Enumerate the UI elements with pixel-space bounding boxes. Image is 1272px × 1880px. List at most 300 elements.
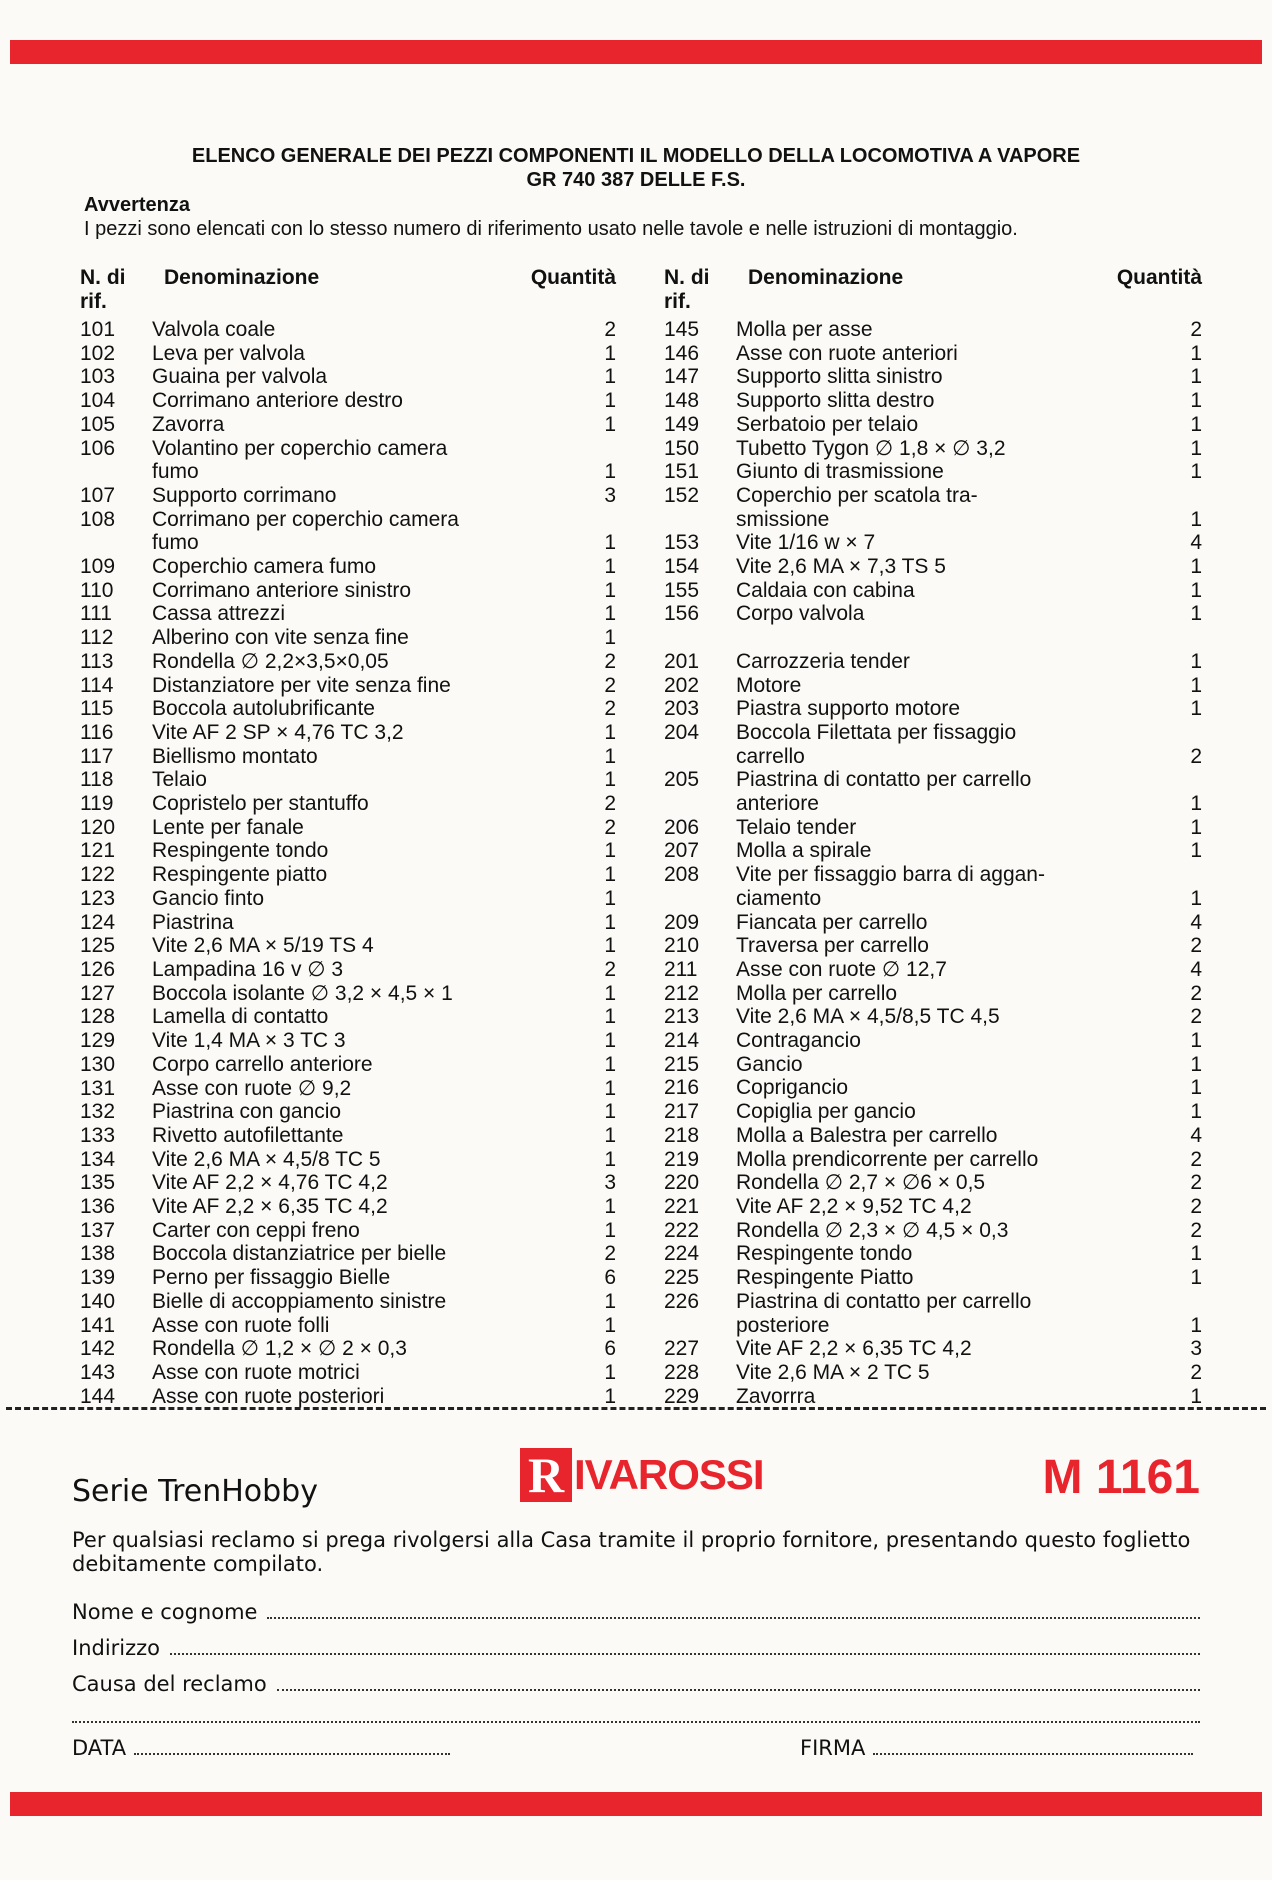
part-ref: 227	[664, 1337, 700, 1361]
table-row	[80, 721, 616, 745]
table-row	[664, 413, 1202, 437]
part-name: Vite 2,6 MA × 5/19 TS 4	[152, 934, 374, 958]
part-qty: 2	[1190, 1005, 1202, 1029]
part-qty: 1	[1190, 792, 1202, 816]
part-name: Piastrina con gancio	[152, 1100, 342, 1124]
part-ref: 204	[664, 720, 700, 744]
part-ref	[664, 1314, 736, 1338]
part-name: Asse con ruote ∅ 12,7	[736, 957, 947, 981]
part-ref: 149	[664, 412, 700, 436]
part-qty: 1	[1190, 1242, 1202, 1266]
part-qty: 1	[1190, 341, 1202, 365]
part-name: Asse con ruote motrici	[152, 1360, 360, 1384]
header-ref: N. di rif.	[80, 266, 126, 313]
part-name: Supporto slitta sinistro	[736, 365, 943, 389]
parts-table-left	[80, 266, 616, 1408]
part-qty: 1	[1190, 1029, 1202, 1053]
part-name: Corrimano anteriore destro	[152, 389, 403, 413]
reason-field[interactable]	[72, 1668, 1200, 1696]
part-qty: 1	[1190, 365, 1202, 389]
table-row	[80, 1053, 616, 1077]
part-qty: 2	[604, 1242, 616, 1266]
part-qty: 1	[604, 1005, 616, 1029]
part-qty: 1	[604, 1147, 616, 1171]
part-ref: 138	[80, 1242, 116, 1266]
part-qty: 2	[604, 649, 616, 673]
part-name: Perno per fissaggio Bielle	[152, 1266, 391, 1290]
part-ref: 213	[664, 1005, 700, 1029]
table-row	[664, 1100, 1202, 1124]
part-ref: 206	[664, 815, 700, 839]
part-name: Rivetto autofilettante	[152, 1123, 344, 1147]
part-ref: 216	[664, 1076, 700, 1100]
part-qty: 1	[604, 341, 616, 365]
part-qty	[1117, 863, 1202, 887]
part-qty	[1117, 1290, 1202, 1314]
part-name: Piastrina di contatto per carrello	[736, 1289, 1032, 1313]
bottom-red-band	[10, 1792, 1262, 1816]
part-qty: 2	[604, 957, 616, 981]
date-line[interactable]	[134, 1753, 450, 1755]
part-qty: 2	[1190, 934, 1202, 958]
part-name: Motore	[736, 673, 802, 697]
part-ref: 129	[80, 1029, 116, 1053]
part-name: Corpo carrello anteriore	[152, 1052, 373, 1076]
part-qty: 1	[604, 626, 616, 650]
part-ref: 146	[664, 341, 700, 365]
part-qty: 6	[604, 1266, 616, 1290]
part-qty: 1	[604, 460, 616, 484]
table-row	[80, 531, 616, 555]
part-qty: 2	[1190, 981, 1202, 1005]
name-line[interactable]	[267, 1617, 1200, 1619]
part-ref: 144	[80, 1384, 116, 1408]
part-qty: 1	[604, 555, 616, 579]
part-qty: 1	[604, 768, 616, 792]
part-ref: 125	[80, 934, 116, 958]
part-qty: 2	[1190, 1171, 1202, 1195]
part-qty: 1	[604, 1384, 616, 1408]
title-line-1: ELENCO GENERALE DEI PEZZI COMPONENTI IL MODELLO DELLA LOCOMOTIVA A VAPORE	[191, 145, 1081, 167]
table-row	[664, 1290, 1202, 1314]
table-row	[664, 1361, 1202, 1385]
part-qty: 1	[604, 981, 616, 1005]
part-name: Rondella ∅ 1,2 × ∅ 2 × 0,3	[152, 1337, 407, 1361]
part-ref: 116	[80, 720, 114, 744]
part-name: Serbatoio per telaio	[736, 412, 919, 436]
table-row	[80, 1266, 616, 1290]
table-row	[80, 318, 616, 342]
table-row	[80, 792, 616, 816]
claim-instructions: Per qualsiasi reclamo si prega rivolgersi alla Casa tramite il proprio fornitore, presentando questo foglietto debitamente compilato.	[72, 1528, 1191, 1576]
part-name: Molla a spirale	[736, 839, 872, 863]
part-name: Respingente Piatto	[736, 1266, 914, 1290]
part-name: Telaio tender	[736, 815, 857, 839]
part-qty: 1	[604, 886, 616, 910]
table-row	[80, 437, 616, 461]
table-row	[664, 365, 1202, 389]
table-row	[664, 626, 1202, 650]
part-ref: 140	[80, 1289, 116, 1313]
part-name: Vite AF 2,2 × 9,52 TC 4,2	[736, 1195, 972, 1218]
part-name: Supporto corrimano	[152, 483, 337, 507]
table-row	[664, 460, 1202, 484]
part-name: Piastrina	[152, 910, 234, 934]
part-name: Asse con ruote folli	[152, 1313, 330, 1337]
part-qty: 1	[604, 1289, 616, 1313]
part-ref	[664, 508, 736, 532]
part-ref: 217	[664, 1100, 700, 1124]
top-red-band	[10, 40, 1262, 64]
part-ref: 150	[664, 436, 700, 460]
name-label: Nome e cognome	[72, 1600, 258, 1624]
part-name: Rondella ∅ 2,7 × ∅6 × 0,5	[736, 1171, 986, 1195]
table-row	[664, 1076, 1202, 1100]
table-row	[80, 626, 616, 650]
table-row	[664, 674, 1202, 698]
part-name: Vite 2,6 MA × 4,5/8 TC 5	[152, 1147, 381, 1171]
part-ref: 126	[80, 957, 116, 981]
part-name: Vite AF 2 SP × 4,76 TC 3,2	[152, 720, 404, 744]
part-qty: 4	[1190, 1123, 1202, 1147]
address-field[interactable]	[72, 1632, 1200, 1660]
part-ref: 127	[80, 981, 116, 1005]
part-ref: 153	[664, 531, 700, 555]
cut-line	[6, 1407, 1266, 1410]
part-qty: 1	[1190, 697, 1202, 721]
part-ref: 220	[664, 1171, 700, 1195]
part-ref: 210	[664, 934, 700, 958]
part-name: Respingente tondo	[736, 1242, 913, 1266]
table-row	[80, 1195, 616, 1219]
part-ref: 212	[664, 981, 700, 1005]
part-ref: 137	[80, 1218, 116, 1242]
part-qty	[531, 508, 616, 532]
part-ref: 145	[664, 318, 700, 341]
table-row	[80, 887, 616, 911]
part-name: Boccola autolubrificante	[152, 697, 375, 721]
table-row	[664, 650, 1202, 674]
part-ref: 130	[80, 1052, 116, 1076]
part-qty: 1	[1190, 389, 1202, 413]
table-row	[664, 768, 1202, 792]
signature-label: FIRMA	[800, 1736, 866, 1760]
part-name: Fiancata per carrello	[736, 910, 928, 934]
part-ref: 120	[80, 815, 116, 839]
table-row	[664, 437, 1202, 461]
table-row	[80, 555, 616, 579]
part-ref: 119	[80, 792, 114, 816]
table-row	[80, 745, 616, 769]
part-qty: 1	[1190, 1384, 1202, 1408]
table-row	[80, 602, 616, 626]
part-qty: 2	[1190, 1360, 1202, 1384]
table-row	[664, 1148, 1202, 1172]
date-field[interactable]	[72, 1732, 450, 1760]
reason-line-2[interactable]	[72, 1721, 1200, 1723]
part-name: Cassa attrezzi	[152, 602, 286, 626]
table-row	[664, 531, 1202, 555]
part-qty: 1	[604, 1076, 616, 1100]
header-name: Denominazione	[164, 266, 320, 289]
part-ref: 219	[664, 1147, 700, 1171]
document-title	[0, 144, 1272, 192]
part-qty: 3	[604, 483, 616, 507]
part-ref: 128	[80, 1005, 116, 1029]
reason-line[interactable]	[277, 1689, 1200, 1691]
part-name: smissione	[736, 507, 830, 531]
table-row	[664, 579, 1202, 603]
table-header	[80, 266, 616, 318]
logo-mark: R	[520, 1448, 572, 1502]
part-name: Caldaia con cabina	[736, 578, 915, 602]
part-ref: 156	[664, 602, 700, 626]
table-row	[664, 792, 1202, 816]
table-row	[664, 1266, 1202, 1290]
table-row	[80, 413, 616, 437]
rivarossi-logo	[520, 1448, 764, 1502]
part-qty: 1	[1190, 436, 1202, 460]
part-ref: 123	[80, 886, 116, 910]
part-ref: 229	[664, 1384, 700, 1408]
part-name: Vite 2,6 MA × 7,3 TS 5	[736, 555, 946, 579]
signature-line[interactable]	[873, 1753, 1193, 1755]
part-qty: 2	[604, 792, 616, 816]
signature-field[interactable]	[800, 1732, 1193, 1760]
part-ref: 207	[664, 839, 700, 863]
part-qty: 1	[604, 365, 616, 389]
part-ref: 205	[664, 768, 700, 792]
part-ref: 154	[664, 555, 700, 579]
part-qty: 6	[604, 1337, 616, 1361]
part-ref: 143	[80, 1360, 116, 1384]
table-row	[80, 816, 616, 840]
part-qty: 1	[1190, 460, 1202, 484]
table-row	[80, 342, 616, 366]
part-name: Molla prendicorrente per carrello	[736, 1147, 1039, 1171]
part-qty: 1	[1190, 555, 1202, 579]
table-row	[664, 839, 1202, 863]
table-row	[80, 1219, 616, 1243]
part-qty: 1	[1190, 1100, 1202, 1124]
part-ref: 103	[80, 365, 116, 389]
part-ref: 224	[664, 1242, 700, 1266]
table-row	[80, 365, 616, 389]
part-name: Giunto di trasmissione	[736, 460, 944, 484]
part-ref: 131	[80, 1076, 116, 1100]
table-row	[80, 1242, 616, 1266]
part-name: Molla a Balestra per carrello	[736, 1123, 998, 1147]
part-ref	[80, 531, 152, 555]
part-ref: 228	[664, 1360, 700, 1384]
part-qty: 1	[604, 1123, 616, 1147]
table-row	[80, 863, 616, 887]
part-ref	[80, 460, 152, 484]
part-qty: 1	[1190, 412, 1202, 436]
part-name: Volantino per coperchio camera	[152, 436, 448, 460]
table-row	[80, 1100, 616, 1124]
part-qty: 2	[1190, 1147, 1202, 1171]
reason-label: Causa del reclamo	[72, 1672, 267, 1696]
part-name: Copristelo per stantuffo	[152, 792, 369, 816]
part-qty	[1117, 484, 1202, 508]
part-ref: 151	[664, 460, 700, 484]
part-qty: 1	[604, 1313, 616, 1337]
part-name: Boccola isolante ∅ 3,2 × 4,5 × 1	[152, 981, 453, 1005]
table-row	[80, 1077, 616, 1101]
part-name: Molla per carrello	[736, 981, 898, 1005]
part-ref: 211	[664, 957, 698, 981]
part-name: Leva per valvola	[152, 341, 305, 365]
part-qty: 1	[604, 910, 616, 934]
part-name: Vite per fissaggio barra di aggan-	[736, 863, 1045, 887]
part-qty: 1	[1190, 886, 1202, 910]
table-row	[80, 674, 616, 698]
part-name: Coprigancio	[736, 1076, 849, 1100]
reason-extra-field[interactable]	[72, 1700, 1200, 1728]
table-row	[664, 1195, 1202, 1219]
part-qty: 1	[1190, 839, 1202, 863]
part-ref: 110	[80, 578, 114, 602]
part-name: Coperchio camera fumo	[152, 555, 377, 579]
part-qty: 1	[1190, 507, 1202, 531]
part-ref: 139	[80, 1266, 116, 1290]
part-qty: 3	[1190, 1337, 1202, 1361]
part-ref	[664, 745, 736, 769]
table-row	[80, 1314, 616, 1338]
address-line[interactable]	[170, 1653, 1200, 1655]
part-name: Boccola Filettata per fissaggio	[736, 720, 1017, 744]
table-row	[80, 650, 616, 674]
table-row	[80, 958, 616, 982]
part-ref: 117	[80, 744, 114, 768]
part-name: Valvola coale	[152, 318, 276, 341]
part-ref: 114	[80, 673, 114, 697]
part-name: Gancio finto	[152, 886, 265, 910]
table-row	[664, 911, 1202, 935]
warning-heading: Avvertenza	[84, 194, 190, 216]
table-header	[664, 266, 1202, 318]
name-field[interactable]	[72, 1596, 1200, 1624]
part-name: Rondella ∅ 2,2×3,5×0,05	[152, 649, 389, 673]
table-row	[80, 1124, 616, 1148]
part-name: Lamella di contatto	[152, 1005, 329, 1029]
part-qty: 1	[604, 389, 616, 413]
part-name: Respingente tondo	[152, 839, 329, 863]
table-row	[80, 1337, 616, 1361]
part-name: Lente per fanale	[152, 815, 304, 839]
table-row	[80, 484, 616, 508]
part-qty: 1	[1190, 1266, 1202, 1290]
part-name: Bielle di accoppiamento sinistre	[152, 1289, 447, 1313]
parts-list-left	[80, 318, 616, 1408]
part-ref: 122	[80, 863, 116, 887]
part-name: Guaina per valvola	[152, 365, 328, 389]
part-ref: 214	[664, 1029, 700, 1053]
part-name: Respingente piatto	[152, 863, 328, 887]
part-name: Carrozzeria tender	[736, 649, 910, 673]
table-row	[80, 1029, 616, 1053]
part-name: anteriore	[736, 792, 819, 816]
part-qty: 2	[604, 673, 616, 697]
part-qty: 1	[1190, 649, 1202, 673]
part-name: Vite AF 2,2 × 6,35 TC 4,2	[152, 1195, 388, 1219]
part-ref	[664, 792, 736, 816]
table-row	[664, 1171, 1202, 1195]
table-row	[664, 602, 1202, 626]
table-row	[80, 1171, 616, 1195]
part-qty: 1	[604, 602, 616, 626]
part-qty: 1	[604, 720, 616, 744]
table-row	[80, 768, 616, 792]
table-row	[664, 1314, 1202, 1338]
part-qty	[1117, 721, 1202, 745]
part-ref: 225	[664, 1266, 700, 1290]
table-row	[80, 697, 616, 721]
table-row	[80, 1385, 616, 1409]
table-row	[664, 508, 1202, 532]
part-ref: 148	[664, 389, 700, 413]
table-row	[664, 863, 1202, 887]
part-qty: 1	[1190, 673, 1202, 697]
part-name: Contragancio	[736, 1029, 861, 1053]
table-row	[80, 1290, 616, 1314]
parts-table-right	[664, 266, 1202, 1408]
part-name: Corrimano anteriore sinistro	[152, 578, 412, 602]
date-label: DATA	[72, 1736, 127, 1760]
part-ref: 118	[80, 768, 114, 792]
part-qty: 1	[1190, 578, 1202, 602]
part-name: Asse con ruote anteriori	[736, 341, 958, 365]
part-qty: 4	[1190, 531, 1202, 555]
part-name: Traversa per carrello	[736, 934, 929, 958]
part-ref: 218	[664, 1123, 700, 1147]
part-name: Carter con ceppi freno	[152, 1218, 360, 1242]
parts-list-right	[664, 318, 1202, 1408]
part-name: Gancio	[736, 1052, 803, 1076]
part-qty: 4	[1190, 957, 1202, 981]
part-ref: 111	[80, 602, 112, 626]
part-name: Asse con ruote ∅ 9,2	[152, 1076, 352, 1100]
part-ref: 133	[80, 1123, 116, 1147]
table-row	[664, 1029, 1202, 1053]
part-name: Vite 1/16 w × 7	[736, 531, 876, 555]
part-name: Rondella ∅ 2,3 × ∅ 4,5 × 0,3	[736, 1218, 1009, 1242]
model-code: M 1161	[1042, 1451, 1200, 1504]
part-ref: 107	[80, 483, 116, 507]
part-name: ciamento	[736, 886, 822, 910]
table-row	[664, 555, 1202, 579]
part-ref: 142	[80, 1337, 116, 1361]
part-name: Vite AF 2,2 × 6,35 TC 4,2	[736, 1337, 972, 1361]
part-ref	[664, 626, 736, 650]
part-qty: 1	[604, 1100, 616, 1124]
part-qty: 1	[604, 531, 616, 555]
part-qty	[1117, 626, 1202, 650]
part-qty: 2	[604, 815, 616, 839]
table-row	[80, 982, 616, 1006]
table-row	[664, 934, 1202, 958]
part-qty: 1	[604, 412, 616, 436]
part-qty: 1	[604, 863, 616, 887]
title-line-2: GR 740 387 DELLE F.S.	[526, 169, 746, 191]
part-name: fumo	[152, 460, 199, 484]
part-name	[736, 626, 1117, 650]
part-ref: 203	[664, 697, 700, 721]
part-name: Tubetto Tygon ∅ 1,8 × ∅ 3,2	[736, 436, 1006, 460]
part-qty: 2	[1190, 318, 1202, 341]
part-name: Lampadina 16 v ∅ 3	[152, 957, 344, 981]
